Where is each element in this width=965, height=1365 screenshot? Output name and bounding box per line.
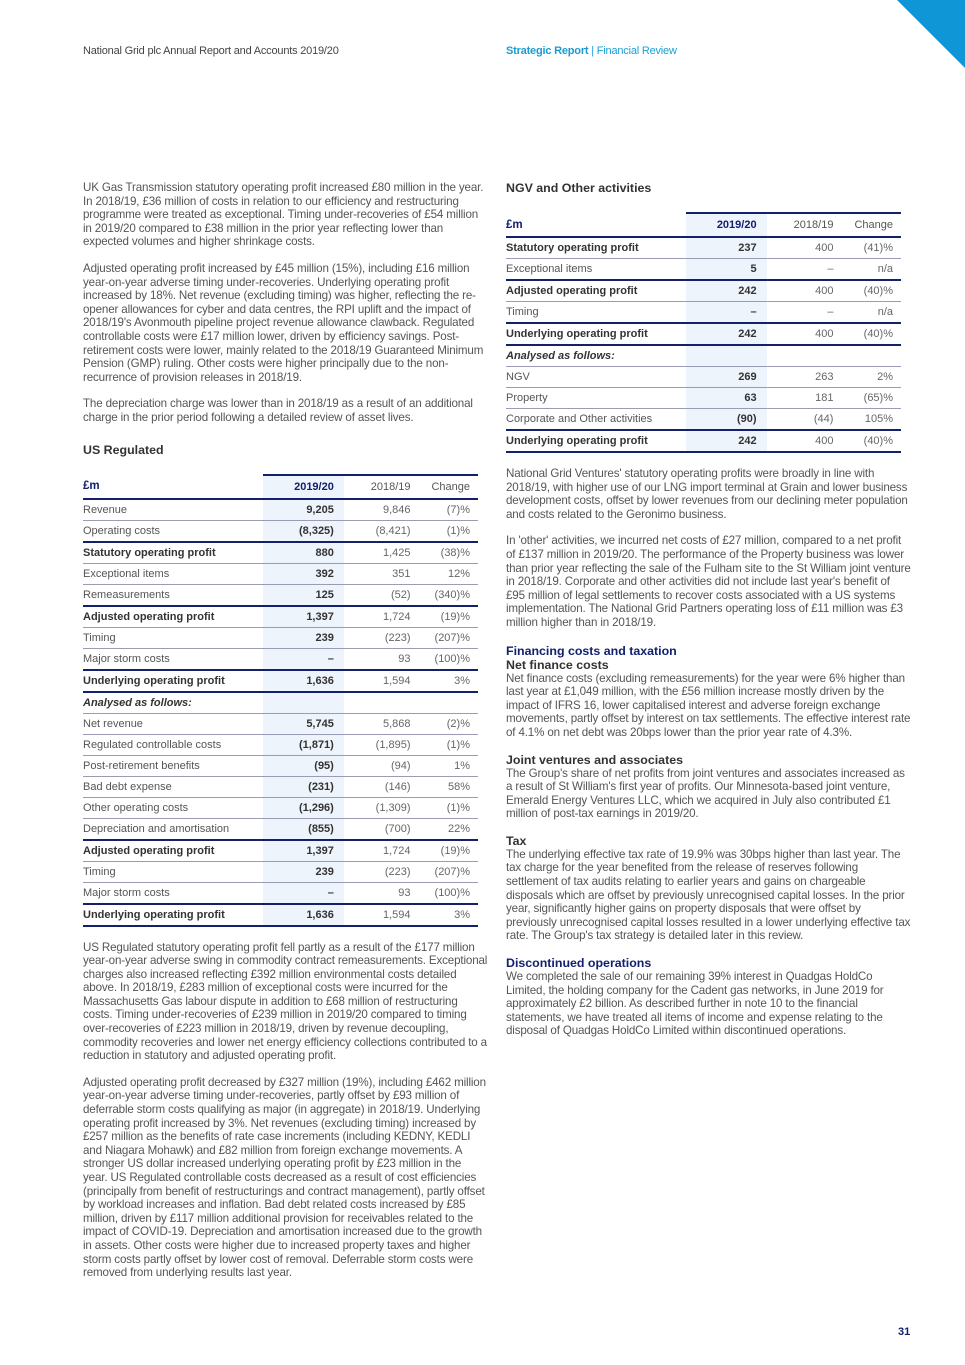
row-label: Analysed as follows:	[83, 692, 263, 714]
row-label: Exceptional items	[83, 563, 263, 584]
value-2018-19: –	[767, 302, 844, 324]
value-change: 1%	[421, 755, 478, 776]
uk-gas-transmission-paragraph: UK Gas Transmission statutory operating profit increased £80 million in the year. In 2018/19, £36 million of costs in relation to our efficiency and restructuring programme were treated as exceptional. Timing under-recoveries of £54 million in 2019/20 compared to £38 million in the prior year reflecting lower than expected volumes and higher shrinkage costs.	[83, 181, 484, 249]
value-change: (100)%	[421, 882, 478, 904]
page-number: 31	[898, 1326, 911, 1338]
row-label: Operating costs	[83, 520, 263, 542]
row-label: Underlying operating profit	[506, 430, 686, 452]
value-2019-20: (8,325)	[263, 520, 343, 542]
row-label: Corporate and Other activities	[506, 409, 686, 431]
corner-accent-triangle	[897, 0, 965, 68]
value-2019-20	[263, 692, 343, 714]
value-2019-20: 125	[263, 584, 343, 606]
value-2018-19: 400	[767, 323, 844, 345]
value-2019-20: –	[686, 302, 767, 324]
value-2019-20: (90)	[686, 409, 767, 431]
value-2019-20: –	[263, 648, 343, 670]
value-2019-20: 9,205	[263, 499, 343, 521]
breadcrumb-separator: |	[591, 45, 594, 57]
value-change: (2)%	[421, 713, 478, 734]
row-label: Underlying operating profit	[83, 670, 263, 692]
section-breadcrumb	[506, 45, 677, 57]
value-2018-19: (52)	[344, 584, 421, 606]
value-change: (1)%	[421, 797, 478, 818]
value-change: n/a	[843, 302, 901, 324]
value-change: (340)%	[421, 584, 478, 606]
value-2018-19: 263	[767, 367, 844, 388]
table-row	[83, 648, 478, 670]
table-row	[506, 259, 901, 281]
breadcrumb-subsection[interactable]: Financial Review	[596, 45, 677, 57]
table-row	[83, 542, 478, 564]
value-2019-20: –	[263, 882, 343, 904]
value-change: (207)%	[421, 861, 478, 882]
value-2018-19: 1,724	[344, 840, 421, 862]
value-2018-19	[767, 345, 844, 367]
table-row	[506, 430, 901, 452]
joint-ventures-paragraph: The Group's share of net profits from joint ventures and associates increased as a result of St William's first year of profits. Our Minnesota-based joint venture, Emerald Energy Ventures LLC, which we acquired in July also contributed £1 million of post-tax earnings in 2019/20.	[506, 766, 905, 821]
table-subheading-row	[83, 692, 478, 714]
column-header: 2018/19	[344, 475, 421, 499]
row-label: Underlying operating profit	[83, 904, 263, 926]
value-change: 2%	[843, 367, 901, 388]
column-header: 2019/20	[686, 213, 767, 237]
value-2018-19: (94)	[344, 755, 421, 776]
value-2019-20: (855)	[263, 818, 343, 840]
value-change: (1)%	[421, 734, 478, 755]
value-2019-20: (1,871)	[263, 734, 343, 755]
column-header: 2018/19	[767, 213, 844, 237]
value-2019-20	[686, 345, 767, 367]
row-label: Post-retirement benefits	[83, 755, 263, 776]
value-change: (38)%	[421, 542, 478, 564]
value-change: 22%	[421, 818, 478, 840]
value-change: 3%	[421, 670, 478, 692]
value-2019-20: (95)	[263, 755, 343, 776]
row-label: Underlying operating profit	[506, 323, 686, 345]
row-label: Timing	[83, 861, 263, 882]
net-finance-heading: Net finance costs	[506, 657, 609, 672]
row-label: Net revenue	[83, 713, 263, 734]
value-change: (65)%	[843, 388, 901, 409]
table-row	[506, 302, 901, 324]
us-regulated-table	[83, 474, 478, 927]
value-2018-19: 1,425	[344, 542, 421, 564]
value-change: 12%	[421, 563, 478, 584]
table-row	[506, 323, 901, 345]
left-column	[83, 181, 488, 1280]
value-change	[421, 692, 478, 714]
value-2018-19: –	[767, 259, 844, 281]
us-statutory-paragraph: US Regulated statutory operating profit fell partly as a result of the £177 million year-on-year adverse swing in commodity contract remeasurements. Exceptional charges also increased reflecting £392 million environmental costs detailed above. In 2018/19, £283 million of exceptional costs were incurred for the Massachusetts Gas labour dispute in addition to £68 million of restructuring costs. Timing under-recoveries of £239 million in 2019/20 compared to timing over-recoveries of £223 million in 2018/19, driven by revenue decoupling, commodity recoveries and lower net energy efficiency collections contributed to a reduction in statutory and adjusted operating profit.	[83, 940, 488, 1063]
value-2018-19	[344, 692, 421, 714]
row-label: Statutory operating profit	[83, 542, 263, 564]
value-change: (19)%	[421, 840, 478, 862]
value-2019-20: 5,745	[263, 713, 343, 734]
column-header: £m	[83, 475, 263, 499]
table-header-row	[83, 475, 478, 499]
row-label: Regulated controllable costs	[83, 734, 263, 755]
value-2019-20: (231)	[263, 776, 343, 797]
value-2019-20: 239	[263, 627, 343, 648]
adjusted-profit-paragraph: Adjusted operating profit increased by £45 million (15%), including £16 million year-on-year adverse timing under-recoveries. Underlying operating profit increased by 18%. Net revenue (excluding timing) was higher, reflecting the re-opener allowances for cyber and data centres, the RPI uplift and the impact of 2018/19's Avonmouth pipeline project revenue allowance clawback. Regulated controllable costs were £17 million lower, driven by efficiency savings. Post-retirement costs were lower, mainly related to the 2018/19 Guaranteed Minimum Pension (GMP) ruling. Other costs were higher principally due to the non-recurrence of provision releases in 2018/19.	[83, 261, 484, 384]
depreciation-paragraph: The depreciation charge was lower than in 2018/19 as a result of an additional charge in the prior period following a detailed review of asset lives.	[83, 397, 473, 424]
value-change: (19)%	[421, 606, 478, 628]
value-2019-20: 269	[686, 367, 767, 388]
value-2018-19: 351	[344, 563, 421, 584]
value-2019-20: 880	[263, 542, 343, 564]
row-label: NGV	[506, 367, 686, 388]
financing-heading: Financing costs and taxation	[506, 643, 677, 658]
value-change: (40)%	[843, 280, 901, 302]
value-2019-20: (1,296)	[263, 797, 343, 818]
us-regulated-heading: US Regulated	[83, 442, 164, 457]
table-row	[83, 499, 478, 521]
table-row	[506, 409, 901, 431]
ngv-table	[506, 212, 901, 453]
value-2018-19: 93	[344, 882, 421, 904]
right-column	[506, 181, 911, 1038]
value-2018-19: 400	[767, 430, 844, 452]
document-title: National Grid plc Annual Report and Accounts 2019/20	[83, 45, 339, 57]
value-2018-19: 400	[767, 280, 844, 302]
value-2018-19: 181	[767, 388, 844, 409]
value-2018-19: (8,421)	[344, 520, 421, 542]
breadcrumb-section[interactable]: Strategic Report	[506, 45, 589, 57]
tax-heading: Tax	[506, 833, 527, 848]
value-2019-20: 242	[686, 280, 767, 302]
value-change: (40)%	[843, 430, 901, 452]
ngv-paragraph: National Grid Ventures' statutory operating profits were broadly in line with 2018/19, with higher use of our LNG import terminal at Grain and lower business development costs, offset by lower revenues from our declining meter population and costs related to the Geronimo business.	[506, 467, 908, 521]
row-label: Bad debt expense	[83, 776, 263, 797]
value-2018-19: 5,868	[344, 713, 421, 734]
row-label: Adjusted operating profit	[83, 840, 263, 862]
column-header: £m	[506, 213, 686, 237]
value-2018-19: (1,895)	[344, 734, 421, 755]
other-activities-paragraph: In 'other' activities, we incurred net costs of £27 million, compared to a net profit of £137 million in 2019/20. The performance of the Property business was lower than prior year reflecting the sale of the Fulham site to the St William joint venture in 2018/19. Corporate and other activities did not include last year's benefit of £95 million of legal settlements to recover costs associated with a US systems implementation. The National Grid Partners operating loss of £11 million was £3 million higher than in 2018/19.	[506, 534, 911, 629]
value-2018-19: (1,309)	[344, 797, 421, 818]
value-2018-19: 1,724	[344, 606, 421, 628]
row-label: Major storm costs	[83, 648, 263, 670]
row-label: Timing	[83, 627, 263, 648]
table-row	[83, 584, 478, 606]
net-finance-paragraph: Net finance costs (excluding remeasurements) for the year were 6% higher than last year at £1,049 million, with the £56 million increase mostly driven by the impact of IFRS 16, lower capitalised interest and adverse foreign exchange movements, partly offset by interest on tax settlements. The effective interest rate of 4.1% on net debt was 20bps lower than the prior year rate of 4.3%.	[506, 671, 911, 739]
table-row	[83, 520, 478, 542]
value-2018-19: (146)	[344, 776, 421, 797]
value-change: 105%	[843, 409, 901, 431]
value-change: n/a	[843, 259, 901, 281]
us-adjusted-paragraph: Adjusted operating profit decreased by £327 million (19%), including £462 million year-on-year adverse timing under-recoveries, partly offset by £93 million of deferrable storm costs qualifying as major (in aggregate) in 2018/19. Underlying operating profit increased by 3%. Net revenues (excluding timing) increased by £257 million as the benefits of rate case increments (including KEDNY, KEDLI and Niagara Mohawk) and £82 million from foreign exchange movements. A stronger US dollar increased underlying operating profit by £23 million in the year. US Regulated controllable costs decreased as a result of cost efficiencies (principally from benefit of restructurings and contract management), partly offset by workload increases and inflation. Bad debt related costs increased by £85 million, driven by £117 million additional provision for receivables related to the impact of COVID-19. Depreciation and amortisation increased due to the growth in assets. Other costs were higher due to increased property taxes and higher storm costs partly offset by lower cost of removal. Deferrable storm costs were removed from underlying results last year.	[83, 1075, 486, 1280]
row-label: Depreciation and amortisation	[83, 818, 263, 840]
value-2018-19: 1,594	[344, 670, 421, 692]
value-2018-19: (700)	[344, 818, 421, 840]
table-row	[83, 563, 478, 584]
row-label: Statutory operating profit	[506, 237, 686, 259]
value-2019-20: 1,636	[263, 904, 343, 926]
table-header-row	[506, 213, 901, 237]
value-2018-19: 93	[344, 648, 421, 670]
value-2019-20: 1,397	[263, 606, 343, 628]
value-2018-19: 400	[767, 237, 844, 259]
value-change: (41)%	[843, 237, 901, 259]
value-2019-20: 237	[686, 237, 767, 259]
row-label: Major storm costs	[83, 882, 263, 904]
row-label: Other operating costs	[83, 797, 263, 818]
table-row	[83, 734, 478, 755]
value-2018-19: 9,846	[344, 499, 421, 521]
value-2019-20: 242	[686, 430, 767, 452]
value-2019-20: 242	[686, 323, 767, 345]
row-label: Adjusted operating profit	[506, 280, 686, 302]
discontinued-paragraph: We completed the sale of our remaining 39% interest in Quadgas HoldCo Limited, the holding company for the Cadent gas networks, in June 2019 for approximately £2 billion. As described further in note 10 to the financial statements, we have treated all items of income and expense relating to the disposal of Quadgas HoldCo Limited within discontinued operations.	[506, 970, 884, 1038]
table-row	[83, 861, 478, 882]
value-change: 58%	[421, 776, 478, 797]
value-2019-20: 239	[263, 861, 343, 882]
row-label: Property	[506, 388, 686, 409]
value-change: (1)%	[421, 520, 478, 542]
row-label: Revenue	[83, 499, 263, 521]
value-change: 3%	[421, 904, 478, 926]
tax-paragraph: The underlying effective tax rate of 19.9% was 30bps higher than last year. The tax charge for the year benefited from the release of reserves following settlement of tax audits relating to earlier years and gains on chargeable disposals which are offset by previously unrecognised capital losses. In the prior year, significantly higher gains on property disposals that were offset by previously unrecognised capital losses resulted in a lower underlying effective tax rate. The Group's tax strategy is detailed later in this review.	[506, 847, 911, 943]
value-change	[843, 345, 901, 367]
table-row	[83, 797, 478, 818]
value-2018-19: (44)	[767, 409, 844, 431]
value-change: (40)%	[843, 323, 901, 345]
table-row	[83, 713, 478, 734]
table-row	[83, 776, 478, 797]
column-header: Change	[843, 213, 901, 237]
row-label: Exceptional items	[506, 259, 686, 281]
table-row	[83, 670, 478, 692]
table-row	[506, 367, 901, 388]
value-2018-19: (223)	[344, 627, 421, 648]
value-2019-20: 1,636	[263, 670, 343, 692]
table-row	[83, 818, 478, 840]
joint-ventures-heading: Joint ventures and associates	[506, 752, 683, 767]
value-2019-20: 63	[686, 388, 767, 409]
table-row	[83, 627, 478, 648]
value-change: (100)%	[421, 648, 478, 670]
value-2019-20: 1,397	[263, 840, 343, 862]
column-header: 2019/20	[263, 475, 343, 499]
table-subheading-row	[506, 345, 901, 367]
row-label: Adjusted operating profit	[83, 606, 263, 628]
value-2019-20: 392	[263, 563, 343, 584]
value-change: (207)%	[421, 627, 478, 648]
discontinued-heading: Discontinued operations	[506, 956, 652, 971]
table-row	[83, 755, 478, 776]
row-label: Timing	[506, 302, 686, 324]
table-row	[83, 606, 478, 628]
column-header: Change	[421, 475, 478, 499]
table-row	[83, 840, 478, 862]
row-label: Analysed as follows:	[506, 345, 686, 367]
table-row	[506, 237, 901, 259]
table-row	[506, 388, 901, 409]
value-2019-20: 5	[686, 259, 767, 281]
row-label: Remeasurements	[83, 584, 263, 606]
value-2018-19: 1,594	[344, 904, 421, 926]
ngv-heading: NGV and Other activities	[506, 181, 652, 195]
value-2018-19: (223)	[344, 861, 421, 882]
table-row	[506, 280, 901, 302]
table-row	[83, 882, 478, 904]
value-change: (7)%	[421, 499, 478, 521]
table-row	[83, 904, 478, 926]
